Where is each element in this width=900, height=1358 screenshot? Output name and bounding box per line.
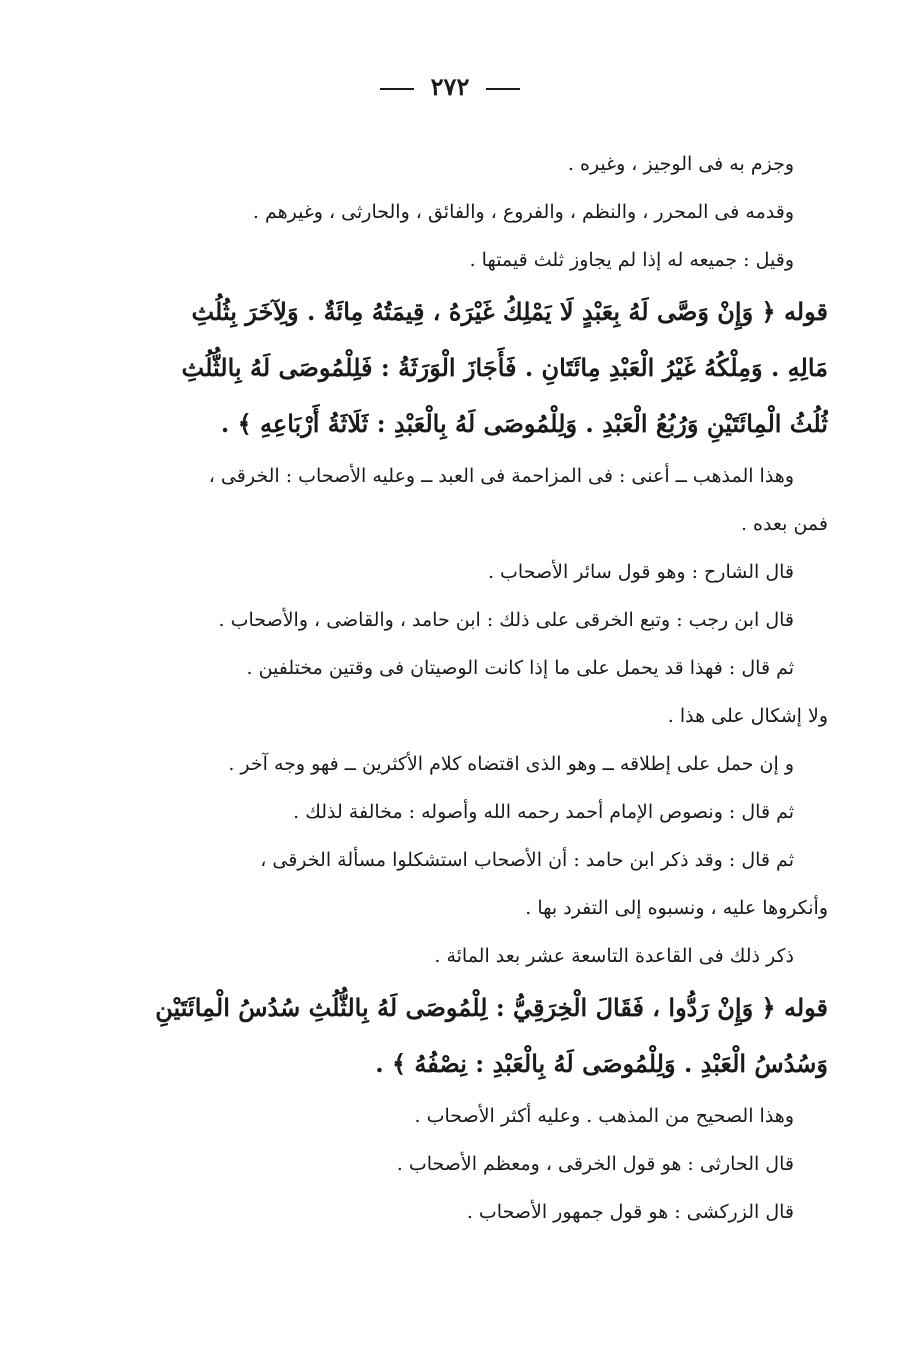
text-line: وقيل : جميعه له إذا لم يجاوز ثلث قيمتها . — [469, 249, 794, 271]
text-line: ولا إشكال على هذا . — [667, 705, 828, 727]
quoted-text-line: قوله ﴿ وَإِنْ وَصَّى لَهُ بِعَبْدٍ لَا يَمْلِكُ غَيْرَهُ ، قِيمَتُهُ مِائَةٌ . وَلِآخَرَ بِثُلُثِ — [191, 297, 828, 326]
page-number: ٢٧٢ — [430, 72, 470, 101]
page-body — [88, 140, 828, 1236]
quoted-text-line: مَالِهِ . وَمِلْكُهُ غَيْرُ الْعَبْدِ مِائَتَانِ . فَأَجَازَ الْوَرَثَةُ : فَلِلْمُوصَى لَهُ بِالثُّلُثِ — [181, 353, 828, 382]
text-line: ثم قال : وقد ذكر ابن حامد : أن الأصحاب استشكلوا مسألة الخرقى ، — [260, 849, 794, 871]
text-line: وقدمه فى المحرر ، والنظم ، والفروع ، والفائق ، والحارثى ، وغيرهم . — [252, 201, 794, 223]
text-line: ذكر ذلك فى القاعدة التاسعة عشر بعد المائة . — [434, 945, 794, 967]
text-line: و إن حمل على إطلاقه ــ وهو الذى اقتضاه كلام الأكثرين ــ فهو وجه آخر . — [228, 753, 794, 775]
quoted-text-line: ثُلُثُ الْمِائَتَيْنِ وَرُبُعُ الْعَبْدِ . وَلِلْمُوصَى لَهُ بِالْعَبْدِ : ثَلَاثَةُ أَرْبَاعِهِ ﴾ . — [220, 409, 828, 438]
header-dash-right — [486, 88, 520, 90]
header-dash-left — [380, 88, 414, 90]
text-line: وأنكروها عليه ، ونسبوه إلى التفرد بها . — [525, 897, 828, 919]
text-line: قال الشارح : وهو قول سائر الأصحاب . — [487, 561, 794, 583]
quoted-text-line: وَسُدُسُ الْعَبْدِ . وَلِلْمُوصَى لَهُ بِالْعَبْدِ : نِصْفُهُ ﴾ . — [375, 1049, 828, 1078]
text-line: ثم قال : فهذا قد يحمل على ما إذا كانت الوصيتان فى وقتين مختلفين . — [246, 657, 794, 679]
text-line: وهذا المذهب ــ أعنى : فى المزاحمة فى العبد ــ وعليه الأصحاب : الخرقى ، — [208, 465, 794, 487]
text-line: قال ابن رجب : وتبع الخرقى على ذلك : ابن حامد ، والقاضى ، والأصحاب . — [218, 609, 794, 631]
text-line: قال الزركشى : هو قول جمهور الأصحاب . — [466, 1201, 794, 1223]
quoted-text-line: قوله ﴿ وَإِنْ رَدُّوا ، فَقَالَ الْخِرَقِيُّ : لِلْمُوصَى لَهُ بِالثُّلُثِ سُدُسُ الْمِائَتَيْنِ — [155, 993, 828, 1022]
text-line: وهذا الصحيح من المذهب . وعليه أكثر الأصحاب . — [414, 1105, 794, 1127]
text-line: وجزم به فى الوجيز ، وغيره . — [567, 153, 794, 175]
text-line: فمن بعده . — [740, 513, 828, 535]
text-line: ثم قال : ونصوص الإمام أحمد رحمه الله وأصوله : مخالفة لذلك . — [293, 801, 794, 823]
text-line: قال الحارثى : هو قول الخرقى ، ومعظم الأصحاب . — [396, 1153, 794, 1175]
page-header — [0, 72, 900, 101]
